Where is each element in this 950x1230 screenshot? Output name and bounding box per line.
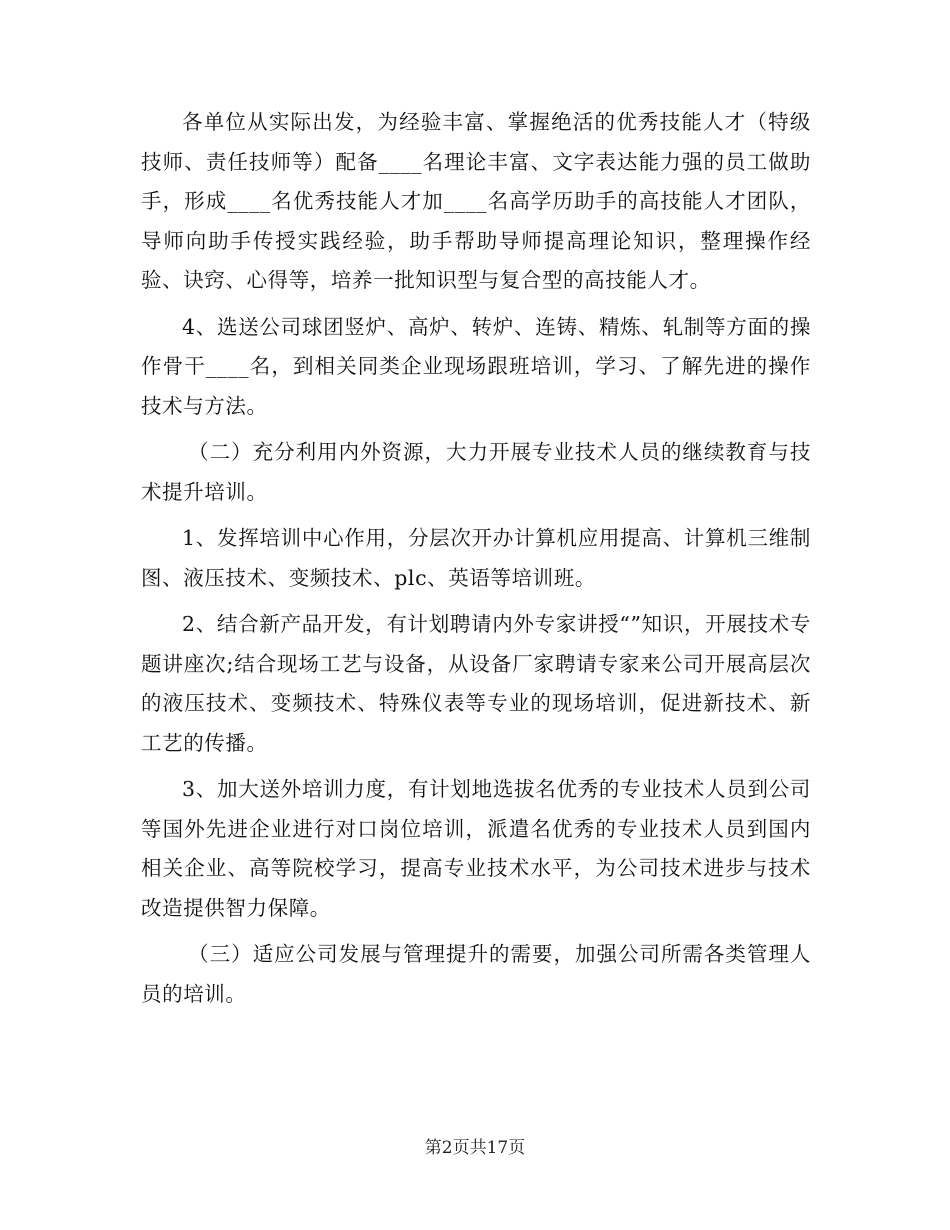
paragraph-item-2: 2、结合新产品开发，有计划聘请内外专家讲授“”知识，开展技术专题讲座次;结合现场工艺与设备，从设备厂家聘请专家来公司开展高层次的液压技术、变频技术、特殊仪表等专业的现场培训，促进新技术、新工艺的传播。	[141, 612, 811, 755]
paragraph-skill-mentoring: 各单位从实际出发，为经验丰富、掌握绝活的优秀技能人才（特级技师、责任技师等）配备____名理论丰富、文字表达能力强的员工做助手，形成____名优秀技能人才加____名高学历助手的高技能人才团队，导师向助手传授实践经验，助手帮助导师提高理论知识，整理操作经验、诀窍、心得等，培养一批知识型与复合型的高技能人才。	[141, 110, 811, 292]
paragraph-item-4: 4、选送公司球团竖炉、高炉、转炉、连铸、精炼、轧制等方面的操作骨干____名，到相关同类企业现场跟班培训，学习、了解先进的操作技术与方法。	[141, 314, 811, 418]
paragraph-item-3: 3、加大送外培训力度，有计划地选拔名优秀的专业技术人员到公司等国外先进企业进行对口岗位培训，派遣名优秀的专业技术人员到国内相关企业、高等院校学习，提高专业技术水平，为公司技术进步与技术改造提供智力保障。	[141, 777, 811, 920]
paragraph-item-1: 1、发挥培训中心作用，分层次开办计算机应用提高、计算机三维制图、液压技术、变频技术、plc、英语等培训班。	[141, 526, 811, 590]
page-number-footer: 第2页共17页	[424, 1138, 526, 1158]
section-heading-3: （三）适应公司发展与管理提升的需要，加强公司所需各类管理人员的培训。	[141, 942, 811, 1006]
section-heading-2: （二）充分利用内外资源，大力开展专业技术人员的继续教育与技术提升培训。	[141, 440, 811, 504]
document-body	[141, 103, 811, 1014]
